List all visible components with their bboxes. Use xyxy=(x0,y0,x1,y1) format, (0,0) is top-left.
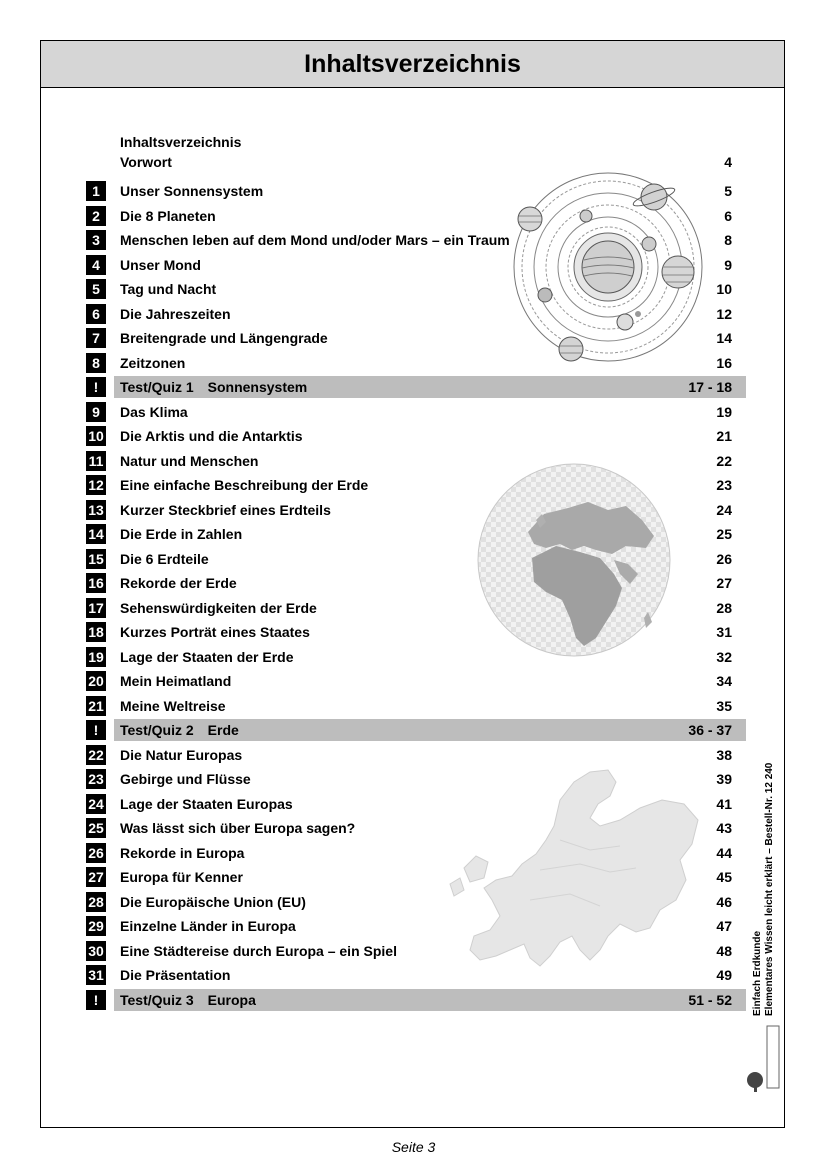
toc-row[interactable] xyxy=(86,450,746,472)
intro-item-inhaltsverzeichnis[interactable] xyxy=(120,134,241,150)
chapter-number: 5 xyxy=(86,279,106,299)
toc-row[interactable] xyxy=(86,793,746,815)
chapter-number: 28 xyxy=(86,892,106,912)
chapter-page: 26 xyxy=(716,550,732,567)
chapter-number: 7 xyxy=(86,328,106,348)
chapter-page: 43 xyxy=(716,820,732,836)
chapter-title-text: Die 6 Erdteile xyxy=(120,550,209,567)
chapter-page: 39 xyxy=(716,771,732,787)
chapter-page: 14 xyxy=(716,330,732,346)
chapter-number: 9 xyxy=(86,402,106,422)
chapter-number: 19 xyxy=(86,647,106,667)
chapter-title-text: Einzelne Länder in Europa xyxy=(120,918,296,934)
chapter-title-text: Meine Weltreise xyxy=(120,697,226,714)
chapter-title xyxy=(120,232,510,248)
chapter-number: 20 xyxy=(86,671,106,691)
chapter-page: 28 xyxy=(716,599,732,616)
chapter-title xyxy=(120,943,397,959)
chapter-number: 15 xyxy=(86,549,106,569)
toc-row[interactable] xyxy=(86,352,746,374)
intro-label: Vorwort xyxy=(120,154,172,170)
toc-row[interactable] xyxy=(86,278,746,300)
chapter-number: 2 xyxy=(86,206,106,226)
chapter-page: 10 xyxy=(716,281,732,297)
chapter-title xyxy=(120,698,226,714)
chapter-page: 9 xyxy=(724,256,732,273)
chapter-page: 44 xyxy=(716,844,732,861)
chapter-title-text: Test/Quiz 2 xyxy=(120,722,194,738)
chapter-number: 12 xyxy=(86,475,106,495)
chapter-title xyxy=(120,257,201,273)
quiz-topic: Erde xyxy=(207,722,239,738)
chapter-title-text: Die Arktis und die Antarktis xyxy=(120,428,303,444)
chapter-title-text: Sehenswürdigkeiten der Erde xyxy=(120,599,317,616)
chapter-title-text: Menschen leben auf dem Mond und/oder Mars – ein Traum xyxy=(120,232,510,248)
chapter-page: 6 xyxy=(724,207,732,224)
chapter-title xyxy=(120,967,230,983)
chapter-page: 45 xyxy=(716,869,732,885)
chapter-number: 27 xyxy=(86,867,106,887)
chapter-title-text: Was lässt sich über Europa sagen? xyxy=(120,820,356,836)
chapter-title xyxy=(120,624,310,640)
chapter-number: 17 xyxy=(86,598,106,618)
toc-row[interactable] xyxy=(86,548,746,570)
chapter-title-text: Eine Städtereise durch Europa – ein Spiel xyxy=(120,942,397,959)
chapter-title xyxy=(120,453,258,469)
chapter-title-text: Kurzes Porträt eines Staates xyxy=(120,624,310,640)
chapter-title xyxy=(120,600,317,616)
toc-quiz-row[interactable] xyxy=(86,719,746,741)
chapter-page: 38 xyxy=(716,746,732,763)
chapter-number: 14 xyxy=(86,524,106,544)
chapter-title-text: Eine einfache Beschreibung der Erde xyxy=(120,477,369,493)
toc-row[interactable] xyxy=(86,205,746,227)
toc-row[interactable] xyxy=(86,327,746,349)
chapter-page: 46 xyxy=(716,893,732,910)
chapter-page: 36 - 37 xyxy=(688,722,732,738)
chapter-title xyxy=(120,820,355,836)
chapter-page: 5 xyxy=(724,183,732,199)
chapter-page: 12 xyxy=(716,305,732,322)
chapter-page: 24 xyxy=(716,501,732,518)
chapter-number: 25 xyxy=(86,818,106,838)
chapter-number: 8 xyxy=(86,353,106,373)
chapter-title xyxy=(120,502,331,518)
chapter-title xyxy=(120,722,239,738)
chapter-title-text: Gebirge und Flüsse xyxy=(120,771,251,787)
toc-row[interactable] xyxy=(86,474,746,496)
chapter-page: 23 xyxy=(716,477,732,493)
chapter-title-text: Zeitzonen xyxy=(120,354,186,371)
chapter-title-text: Das Klima xyxy=(120,403,188,420)
toc-row[interactable] xyxy=(86,744,746,766)
chapter-number: 4 xyxy=(86,255,106,275)
toc-row[interactable] xyxy=(86,940,746,962)
chapter-title xyxy=(120,355,185,371)
chapter-title-text: Test/Quiz 1 xyxy=(120,379,194,395)
chapter-number: 6 xyxy=(86,304,106,324)
chapter-page: 48 xyxy=(716,942,732,959)
chapter-number: 26 xyxy=(86,843,106,863)
chapter-title xyxy=(120,477,368,493)
chapter-page: 17 - 18 xyxy=(688,379,732,395)
page-footer: Seite 3 xyxy=(391,1139,436,1155)
chapter-title-text: Die Jahreszeiten xyxy=(120,305,231,322)
quiz-topic: Europa xyxy=(207,991,256,1008)
chapter-number: 31 xyxy=(86,965,106,985)
chapter-page: 31 xyxy=(716,624,732,640)
chapter-page: 32 xyxy=(716,648,732,665)
chapter-number: 1 xyxy=(86,181,106,201)
toc-row[interactable] xyxy=(86,499,746,521)
chapter-title xyxy=(120,869,243,885)
chapter-title-text: Breitengrade und Längengrade xyxy=(120,330,328,346)
chapter-title xyxy=(120,551,209,567)
chapter-number: 10 xyxy=(86,426,106,446)
chapter-title-text: Lage der Staaten Europas xyxy=(120,795,293,812)
chapter-number: 30 xyxy=(86,941,106,961)
chapter-title xyxy=(120,845,244,861)
chapter-title-text: Natur und Menschen xyxy=(120,452,259,469)
toc-row[interactable] xyxy=(86,425,746,447)
chapter-title-text: Die Natur Europas xyxy=(120,746,243,763)
toc-row[interactable] xyxy=(86,401,746,423)
toc-quiz-row[interactable] xyxy=(86,376,746,398)
chapter-title-text: Tag und Nacht xyxy=(120,281,217,297)
chapter-number: 22 xyxy=(86,745,106,765)
chapter-title xyxy=(120,526,242,542)
intro-label: Inhaltsverzeichnis xyxy=(120,134,242,150)
title-bar xyxy=(41,41,784,88)
toc-row[interactable] xyxy=(86,523,746,545)
toc-row[interactable] xyxy=(86,842,746,864)
chapter-title-text: Die Präsentation xyxy=(120,967,231,983)
chapter-title xyxy=(120,379,307,395)
chapter-title xyxy=(120,281,216,297)
chapter-page: 34 xyxy=(716,673,732,689)
chapter-page: 19 xyxy=(716,403,732,420)
chapter-title-text: Die Erde in Zahlen xyxy=(120,526,243,542)
chapter-title-text: Die 8 Planeten xyxy=(120,207,216,224)
chapter-title-text: Test/Quiz 3 xyxy=(120,991,194,1008)
chapter-title-text: Unser Sonnensystem xyxy=(120,183,264,199)
toc-quiz-row[interactable] xyxy=(86,989,746,1011)
publisher-sidebar xyxy=(752,736,786,1016)
book-subtitle: Elementares Wissen leicht erklärt – Bestell-Nr. 12 240 xyxy=(764,762,775,1016)
chapter-title xyxy=(120,796,293,812)
chapter-title xyxy=(120,428,303,444)
toc-row[interactable] xyxy=(86,670,746,692)
toc-row[interactable] xyxy=(86,768,746,790)
chapter-page: 49 xyxy=(716,967,732,983)
chapter-title xyxy=(120,649,294,665)
chapter-title xyxy=(120,330,328,346)
chapter-page: 35 xyxy=(716,697,732,714)
toc-row[interactable] xyxy=(86,915,746,937)
chapter-title xyxy=(120,575,237,591)
toc-row[interactable] xyxy=(86,597,746,619)
chapter-number: 21 xyxy=(86,696,106,716)
chapter-title xyxy=(120,673,231,689)
chapter-page: 25 xyxy=(716,526,732,542)
chapter-title xyxy=(120,918,296,934)
toc-row[interactable] xyxy=(86,646,746,668)
chapter-title xyxy=(120,771,251,787)
chapter-title-text: Kurzer Steckbrief eines Erdteils xyxy=(120,501,331,518)
chapter-title xyxy=(120,208,216,224)
toc-row[interactable] xyxy=(86,695,746,717)
toc-row[interactable] xyxy=(86,817,746,839)
chapter-page: 8 xyxy=(724,232,732,248)
chapter-title xyxy=(120,183,263,199)
chapter-number: 23 xyxy=(86,769,106,789)
chapter-number: ! xyxy=(86,720,106,740)
toc-row[interactable] xyxy=(86,621,746,643)
chapter-number: 13 xyxy=(86,500,106,520)
chapter-page: 22 xyxy=(716,452,732,469)
toc-row[interactable] xyxy=(86,891,746,913)
chapter-title-text: Die Europäische Union (EU) xyxy=(120,893,306,910)
chapter-page: 41 xyxy=(716,795,732,812)
chapter-page: 47 xyxy=(716,918,732,934)
chapter-title xyxy=(120,404,188,420)
quiz-topic: Sonnensystem xyxy=(207,379,308,395)
toc-row[interactable] xyxy=(86,254,746,276)
intro-item-vorwort[interactable] xyxy=(120,154,732,170)
chapter-title-text: Rekorde in Europa xyxy=(120,844,245,861)
chapter-title-text: Europa für Kenner xyxy=(120,869,243,885)
chapter-number: 18 xyxy=(86,622,106,642)
toc-row[interactable] xyxy=(86,572,746,594)
toc-row[interactable] xyxy=(86,866,746,888)
chapter-title-text: Mein Heimatland xyxy=(120,673,232,689)
chapter-number: 24 xyxy=(86,794,106,814)
chapter-number: 11 xyxy=(86,451,106,471)
chapter-number: 29 xyxy=(86,916,106,936)
chapter-title-text: Lage der Staaten der Erde xyxy=(120,648,294,665)
book-title: Einfach Erdkunde xyxy=(752,930,763,1016)
chapter-title xyxy=(120,992,256,1008)
chapter-title xyxy=(120,747,242,763)
toc-row[interactable] xyxy=(86,964,746,986)
chapter-title-text: Unser Mond xyxy=(120,256,201,273)
chapter-page: 21 xyxy=(716,428,732,444)
chapter-number: ! xyxy=(86,990,106,1010)
intro-page: 4 xyxy=(724,154,732,170)
toc-row[interactable] xyxy=(86,180,746,202)
publisher-logo-icon xyxy=(745,1024,781,1094)
chapter-number: 3 xyxy=(86,230,106,250)
toc-row[interactable] xyxy=(86,303,746,325)
chapter-title xyxy=(120,894,306,910)
chapter-title-text: Rekorde der Erde xyxy=(120,575,237,591)
chapter-title xyxy=(120,306,231,322)
chapter-number: ! xyxy=(86,377,106,397)
chapter-page: 51 - 52 xyxy=(688,991,732,1008)
chapter-page: 27 xyxy=(716,575,732,591)
chapter-page: 16 xyxy=(716,354,732,371)
page-title: Inhaltsverzeichnis xyxy=(304,49,521,78)
chapter-number: 16 xyxy=(86,573,106,593)
toc-row[interactable] xyxy=(86,229,746,251)
